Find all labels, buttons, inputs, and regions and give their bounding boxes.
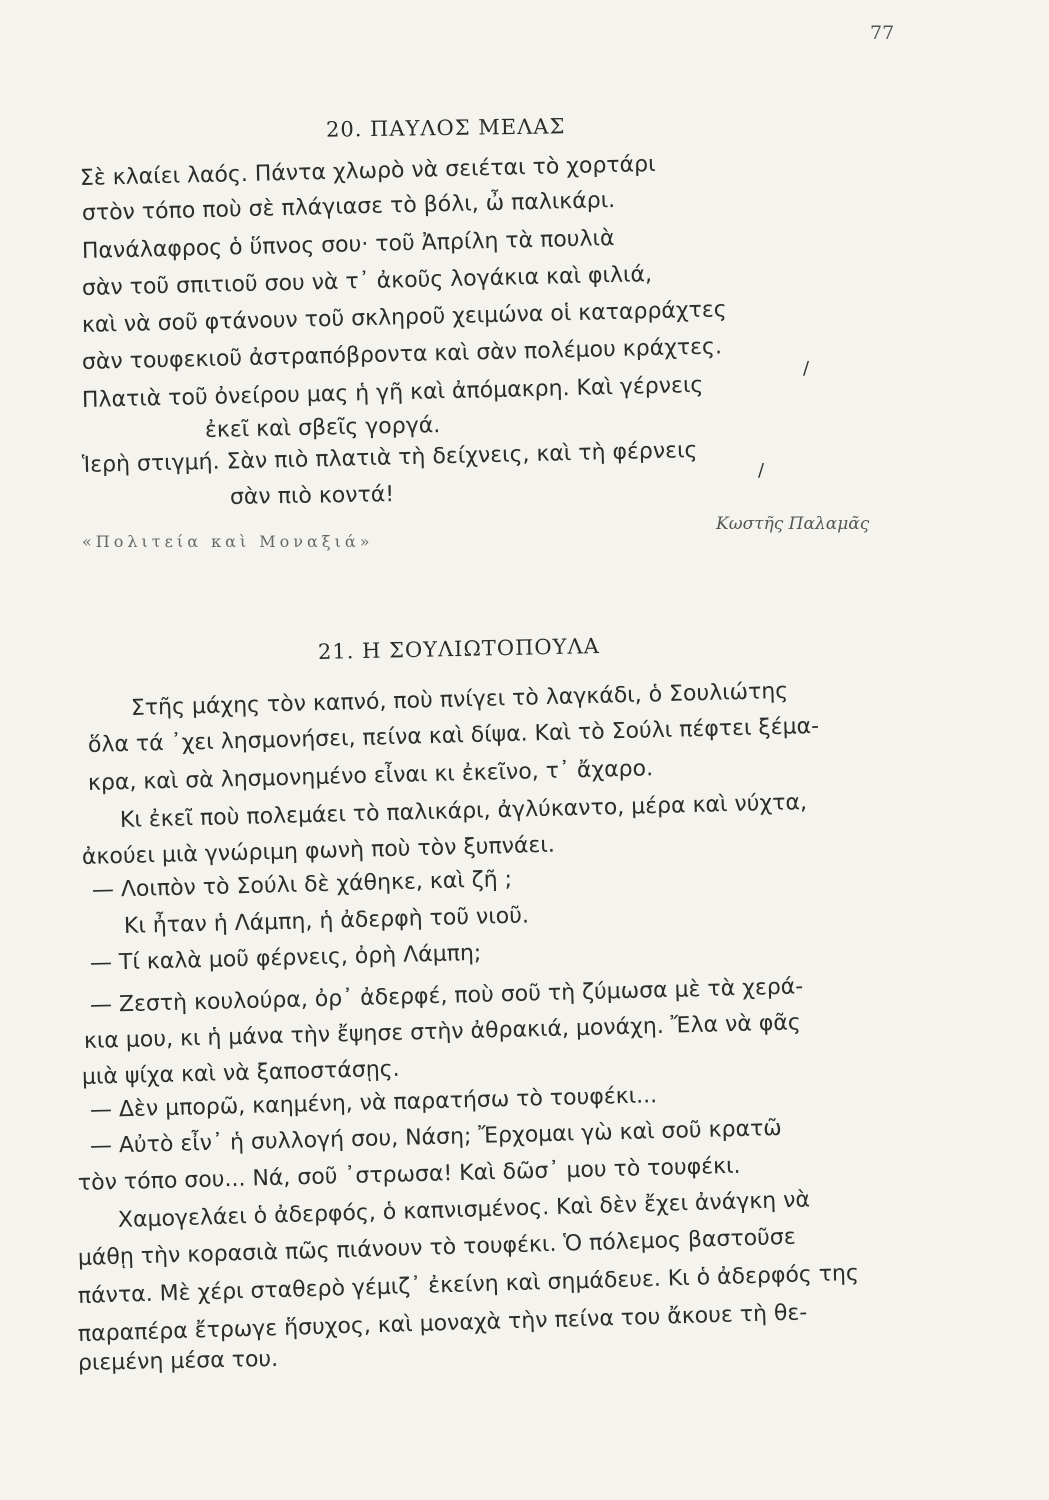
story-line: Κι ἐκεῖ ποὺ πολεμάει τὸ παλικάρι, ἀγλύκαντο, μέρα καὶ νύχτα,: [119, 790, 808, 833]
poem-line: στὸν τόπο ποὺ σὲ πλάγιασε τὸ βόλι, ὦ παλικάρι.: [81, 187, 616, 226]
margin-mark: /: [758, 460, 765, 481]
poem-line: Πανάλαφρος ὁ ὕπνος σου· τοῦ Ἀπρίλη τὰ πουλιὰ: [81, 225, 615, 264]
poem-line: Σὲ κλαίει λαός. Πάντα χλωρὸ νὰ σειέται τὸ χορτάρι: [79, 151, 656, 191]
story-line: — Δὲν μπορῶ, καημένη, νὰ παρατήσω τὸ τουφέκι...: [89, 1083, 658, 1123]
poem-line: σὰν τοῦ σπιτιοῦ σου νὰ τ᾿ ἀκοῦς λογάκια καὶ φιλιά,: [81, 262, 653, 301]
story-line: — Αὐτὸ εἶν᾿ ἡ συλλογή σου, Νάση; Ἔρχομαι γὼ καὶ σοῦ κρατῶ: [89, 1115, 783, 1159]
poem-title: 20. ΠΑΥΛΟΣ ΜΕΛΑΣ: [325, 114, 566, 142]
story-line: πάντα. Μὲ χέρι σταθερὸ γέμιζ᾿ ἐκείνη καὶ σημάδευε. Κι ὁ ἀδερφός της: [77, 1260, 860, 1309]
story-line: — Τί καλὰ μοῦ φέρνεις, ὀρὴ Λάμπη;: [89, 940, 482, 976]
poem-line: σὰν τουφεκιοῦ ἀστραπόβροντα καὶ σὰν πολέμου κράχτες.: [81, 334, 723, 375]
poem-line: ἐκεῖ καὶ σβεῖς γοργά.: [204, 413, 441, 443]
story-line: κια μου, κι ἡ μάνα τὴν ἔψησε στὴν ἀθρακιά, μονάχη. Ἔλα νὰ φᾶς: [83, 1010, 802, 1054]
page-number: 77: [870, 22, 895, 44]
story-line: — Ζεστὴ κουλούρα, ὀρ᾿ ἀδερφέ, ποὺ σοῦ τὴ ζύμωσα μὲ τὰ χερά-: [89, 974, 804, 1018]
poem-line: καὶ νὰ σοῦ φτάνουν τοῦ σκληροῦ χειμώνα οἱ καταρράχτες: [81, 297, 727, 338]
poem-line: Ἱερὴ στιγμή. Σὰν πιὸ πλατιὰ τὴ δείχνεις, καὶ τὴ φέρνεις: [81, 437, 698, 478]
story-line: παραπέρα ἔτρωγε ἥσυχος, καὶ μοναχὰ τὴν πείνα του ἄκουε τὴ θε-: [77, 1300, 808, 1347]
story-line: μάθῃ τὴν κορασιὰ πῶς πιάνουν τὸ τουφέκι. Ὁ πόλεμος βαστοῦσε: [77, 1224, 797, 1271]
poem-line: Πλατιὰ τοῦ ὀνείρου μας ἡ γῆ καὶ ἀπόμακρη. Καὶ γέρνεις: [81, 372, 704, 413]
story-line: Χαμογελάει ὁ ἀδερφός, ὁ καπνισμένος. Καὶ δὲν ἔχει ἀνάγκη νὰ: [117, 1187, 811, 1233]
story-line: κρα, καὶ σὰ λησμονημένο εἶναι κι ἐκεῖνο, τ᾿ ἄχαρο.: [87, 756, 654, 796]
margin-mark: /: [803, 358, 810, 379]
story-line: τὸν τόπο σου... Νά, σοῦ ᾿στρωσα! Καὶ δῶσ᾿ μου τὸ τουφέκι.: [77, 1153, 741, 1196]
story-line: Στῆς μάχης τὸν καπνό, ποὺ πνίγει τὸ λαγκάδι, ὁ Σουλιώτης: [130, 678, 789, 721]
poem-author: Κωστῆς Παλαμᾶς: [716, 514, 870, 534]
story-line: — Λοιπὸν τὸ Σούλι δὲ χάθηκε, καὶ ζῆ ;: [91, 867, 513, 903]
poem-line: σὰν πιὸ κοντά!: [229, 482, 395, 510]
story-line: ριεμένη μέσα του.: [77, 1346, 279, 1376]
story-line: ὅλα τά ᾿χει λησμονήσει, πείνα καὶ δίψα. Καὶ τὸ Σούλι πέφτει ξέμα-: [87, 713, 820, 758]
story-line: Κι ἦταν ἡ Λάμπη, ἡ ἀδερφὴ τοῦ νιοῦ.: [123, 903, 530, 939]
story-line: ἀκούει μιὰ γνώριμη φωνὴ ποὺ τὸν ξυπνάει.: [81, 832, 556, 870]
story-title: 21. Η ΣΟΥΛΙΩΤΟΠΟΥΛΑ: [317, 634, 601, 664]
poem-source: «Πολιτεία καὶ Μοναξιά»: [82, 532, 374, 551]
story-line: μιὰ ψίχα καὶ νὰ ξαποστάσῃς.: [81, 1056, 400, 1090]
